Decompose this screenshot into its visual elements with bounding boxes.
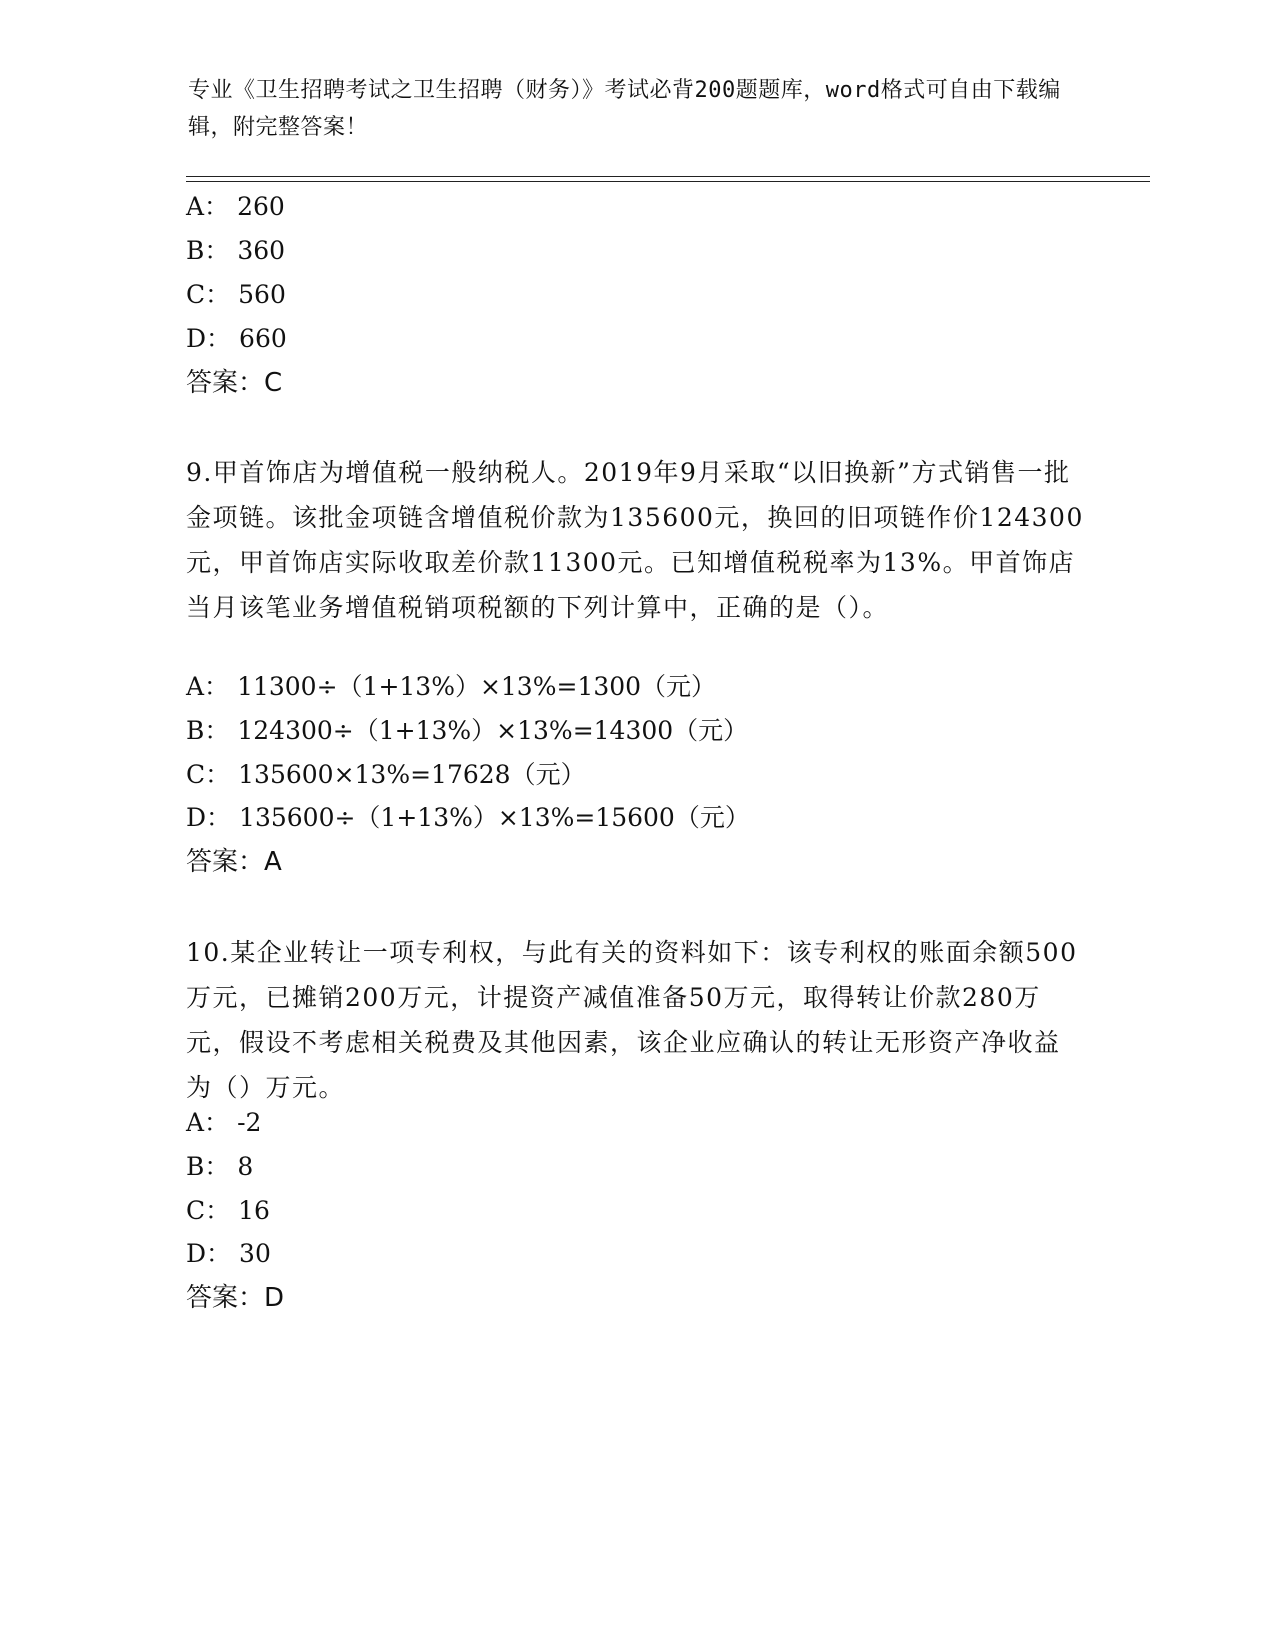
- q9-question-text: 9.甲首饰店为增值税一般纳税人。2019年9月采取“以旧换新”方式销售一批金项链。该批金项链含增值税价款为135600元，换回的旧项链作价124300元，甲首饰店实际收取差价款11300元。已知增值税税率为13%。甲首饰店当月该笔业务增值税销项税额的下列计算中，正确的是（）。: [186, 458, 1084, 622]
- q10-question-text: 10.某企业转让一项专利权，与此有关的资料如下：该专利权的账面余额500万元，已摊销200万元，计提资产减值准备50万元，取得转让价款280万元，假设不考虑相关税费及其他因素，该企业应确认的转让无形资产净收益为（）万元。: [186, 938, 1078, 1102]
- q10-option-b: B： 8: [186, 1152, 254, 1181]
- header-divider-bottom: [186, 181, 1150, 182]
- header-divider-top: [186, 176, 1150, 177]
- q10-answer: 答案：D: [186, 1283, 285, 1313]
- q8-option-b: B： 360: [186, 236, 286, 265]
- q9-answer: 答案：A: [186, 847, 282, 877]
- q8-option-d: D： 660: [186, 324, 287, 353]
- q10-option-a: A： -2: [186, 1108, 262, 1137]
- q9-option-a: A： 11300÷（1+13%）×13%=1300（元）: [186, 672, 717, 701]
- q8-answer: 答案：C: [186, 368, 283, 398]
- q10-option-d: D： 30: [186, 1239, 271, 1268]
- q10-option-c: C： 16: [186, 1196, 270, 1225]
- q9-option-d: D： 135600÷（1+13%）×13%=15600（元）: [186, 803, 750, 832]
- q9-option-b: B： 124300÷（1+13%）×13%=14300（元）: [186, 716, 749, 745]
- q8-option-c: C： 560: [186, 280, 286, 309]
- document-header: 专业《卫生招聘考试之卫生招聘（财务）》考试必背200题题库，word格式可自由下载编辑，附完整答案！: [188, 78, 1061, 140]
- q8-option-a: A： 260: [186, 192, 285, 221]
- q9-option-c: C： 135600×13%=17628（元）: [186, 760, 586, 789]
